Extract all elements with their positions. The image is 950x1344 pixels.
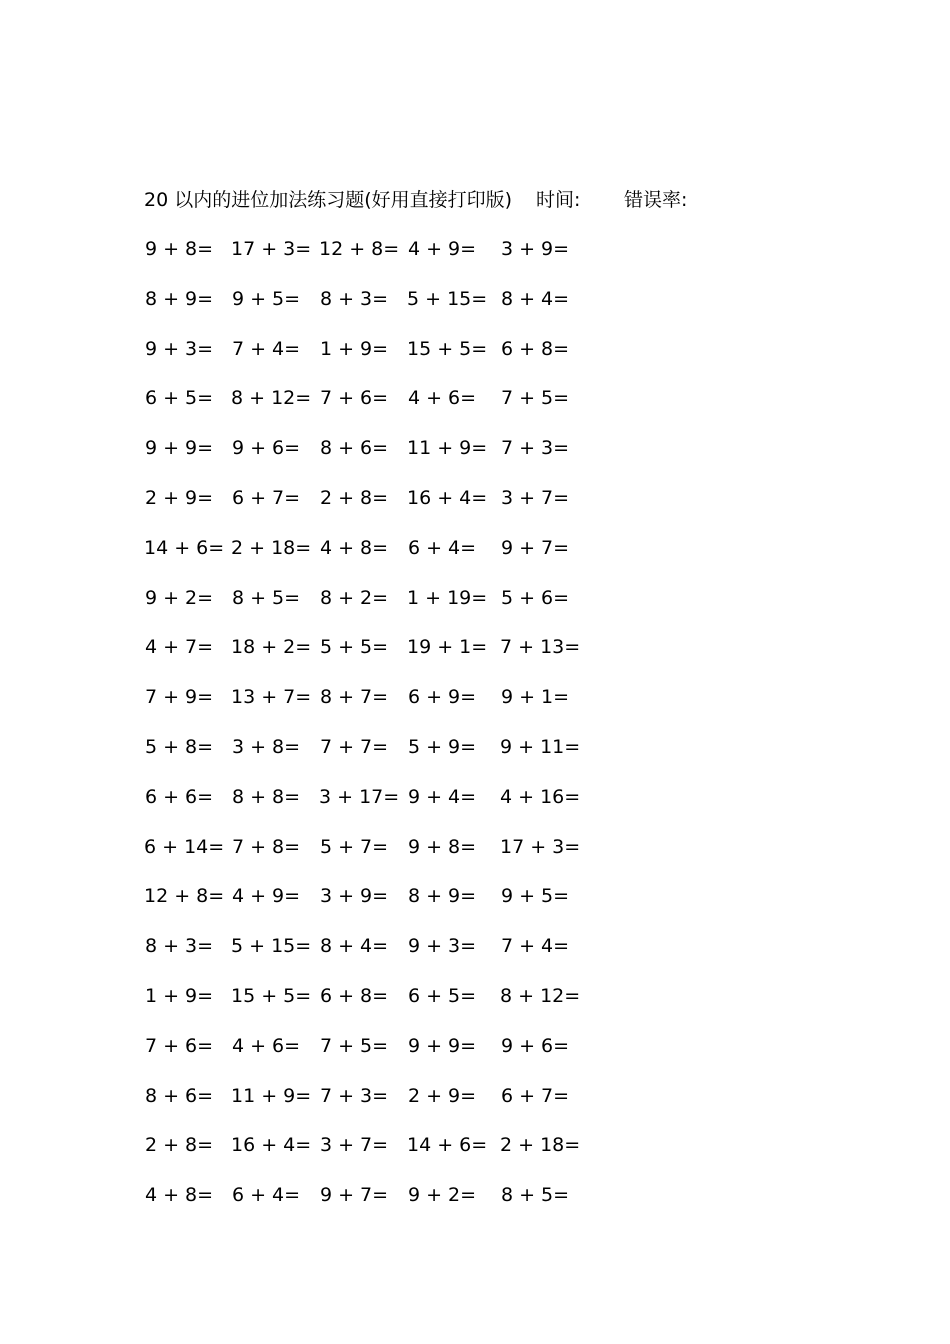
problem-row bbox=[144, 385, 604, 435]
addition-problem: 19 + 1= bbox=[407, 636, 488, 659]
addition-problem: 7 + 4= bbox=[231, 337, 301, 360]
problem-row bbox=[144, 585, 604, 635]
addition-problem: 9 + 6= bbox=[231, 437, 301, 460]
addition-problem: 2 + 18= bbox=[500, 1134, 581, 1157]
addition-problem: 18 + 2= bbox=[231, 636, 312, 659]
addition-problem: 3 + 8= bbox=[231, 735, 301, 758]
addition-problem: 4 + 7= bbox=[144, 636, 214, 659]
problem-row bbox=[144, 1033, 604, 1083]
addition-problem: 8 + 9= bbox=[144, 287, 214, 310]
addition-problem: 4 + 6= bbox=[407, 387, 477, 410]
problem-row bbox=[144, 784, 604, 834]
addition-problem: 5 + 9= bbox=[407, 735, 477, 758]
addition-problem: 11 + 9= bbox=[407, 437, 488, 460]
addition-problem: 1 + 9= bbox=[319, 337, 389, 360]
addition-problem: 8 + 8= bbox=[231, 785, 301, 808]
addition-problem: 6 + 8= bbox=[500, 337, 570, 360]
addition-problem: 15 + 5= bbox=[231, 984, 312, 1007]
problem-grid bbox=[144, 236, 604, 1232]
addition-problem: 6 + 4= bbox=[231, 1184, 301, 1207]
addition-problem: 7 + 5= bbox=[500, 387, 570, 410]
problem-row bbox=[144, 485, 604, 535]
addition-problem: 5 + 15= bbox=[407, 287, 488, 310]
problem-row bbox=[144, 933, 604, 983]
addition-problem: 8 + 3= bbox=[319, 287, 389, 310]
problem-row bbox=[144, 634, 604, 684]
addition-problem: 5 + 6= bbox=[500, 586, 570, 609]
problem-row bbox=[144, 286, 604, 336]
addition-problem: 16 + 4= bbox=[407, 486, 488, 509]
addition-problem: 4 + 16= bbox=[500, 785, 581, 808]
addition-problem: 6 + 4= bbox=[407, 536, 477, 559]
addition-problem: 6 + 14= bbox=[144, 835, 225, 858]
problem-row bbox=[144, 1132, 604, 1182]
addition-problem: 8 + 2= bbox=[319, 586, 389, 609]
addition-problem: 14 + 6= bbox=[407, 1134, 488, 1157]
addition-problem: 7 + 3= bbox=[319, 1084, 389, 1107]
addition-problem: 9 + 9= bbox=[407, 1034, 477, 1057]
problem-row bbox=[144, 834, 604, 884]
problem-row bbox=[144, 734, 604, 784]
addition-problem: 9 + 11= bbox=[500, 735, 581, 758]
addition-problem: 8 + 12= bbox=[500, 984, 581, 1007]
addition-problem: 4 + 8= bbox=[319, 536, 389, 559]
addition-problem: 12 + 8= bbox=[144, 885, 225, 908]
addition-problem: 8 + 6= bbox=[319, 437, 389, 460]
addition-problem: 9 + 9= bbox=[144, 437, 214, 460]
addition-problem: 9 + 1= bbox=[500, 686, 570, 709]
problem-row bbox=[144, 684, 604, 734]
addition-problem: 4 + 8= bbox=[144, 1184, 214, 1207]
addition-problem: 7 + 8= bbox=[231, 835, 301, 858]
addition-problem: 7 + 4= bbox=[500, 935, 570, 958]
addition-problem: 1 + 9= bbox=[144, 984, 214, 1007]
addition-problem: 8 + 6= bbox=[144, 1084, 214, 1107]
addition-problem: 9 + 5= bbox=[500, 885, 570, 908]
addition-problem: 16 + 4= bbox=[231, 1134, 312, 1157]
addition-problem: 3 + 9= bbox=[319, 885, 389, 908]
problem-row bbox=[144, 1083, 604, 1133]
addition-problem: 5 + 8= bbox=[144, 735, 214, 758]
addition-problem: 3 + 7= bbox=[319, 1134, 389, 1157]
worksheet-title: 20 以内的进位加法练习题(好用直接打印版) bbox=[144, 189, 513, 211]
addition-problem: 12 + 8= bbox=[319, 238, 400, 260]
addition-problem: 3 + 17= bbox=[319, 785, 400, 808]
addition-problem: 9 + 3= bbox=[407, 935, 477, 958]
addition-problem: 8 + 12= bbox=[231, 387, 312, 410]
addition-problem: 3 + 7= bbox=[500, 486, 570, 509]
addition-problem: 3 + 9= bbox=[500, 238, 570, 260]
addition-problem: 6 + 5= bbox=[407, 984, 477, 1007]
addition-problem: 9 + 4= bbox=[407, 785, 477, 808]
addition-problem: 4 + 9= bbox=[231, 885, 301, 908]
addition-problem: 8 + 3= bbox=[144, 935, 214, 958]
error-rate-label: 错误率: bbox=[624, 189, 688, 211]
addition-problem: 9 + 2= bbox=[144, 586, 214, 609]
addition-problem: 8 + 5= bbox=[500, 1184, 570, 1207]
addition-problem: 8 + 9= bbox=[407, 885, 477, 908]
addition-problem: 7 + 3= bbox=[500, 437, 570, 460]
addition-problem: 6 + 5= bbox=[144, 387, 214, 410]
addition-problem: 7 + 13= bbox=[500, 636, 581, 659]
addition-problem: 9 + 6= bbox=[500, 1034, 570, 1057]
addition-problem: 15 + 5= bbox=[407, 337, 488, 360]
addition-problem: 8 + 5= bbox=[231, 586, 301, 609]
addition-problem: 9 + 5= bbox=[231, 287, 301, 310]
addition-problem: 7 + 9= bbox=[144, 686, 214, 709]
addition-problem: 4 + 9= bbox=[407, 238, 477, 260]
addition-problem: 17 + 3= bbox=[500, 835, 581, 858]
problem-row bbox=[144, 883, 604, 933]
addition-problem: 9 + 7= bbox=[500, 536, 570, 559]
addition-problem: 2 + 9= bbox=[144, 486, 214, 509]
addition-problem: 6 + 6= bbox=[144, 785, 214, 808]
addition-problem: 7 + 7= bbox=[319, 735, 389, 758]
problem-row bbox=[144, 435, 604, 485]
addition-problem: 5 + 5= bbox=[319, 636, 389, 659]
problem-row bbox=[144, 336, 604, 386]
time-label: 时间: bbox=[536, 189, 581, 211]
addition-problem: 4 + 6= bbox=[231, 1034, 301, 1057]
addition-problem: 8 + 4= bbox=[500, 287, 570, 310]
problem-row bbox=[144, 236, 604, 286]
problem-row bbox=[144, 1182, 604, 1232]
addition-problem: 6 + 8= bbox=[319, 984, 389, 1007]
addition-problem: 5 + 7= bbox=[319, 835, 389, 858]
addition-problem: 11 + 9= bbox=[231, 1084, 312, 1107]
addition-problem: 7 + 6= bbox=[319, 387, 389, 410]
addition-problem: 9 + 3= bbox=[144, 337, 214, 360]
addition-problem: 2 + 18= bbox=[231, 536, 312, 559]
addition-problem: 6 + 7= bbox=[500, 1084, 570, 1107]
addition-problem: 6 + 9= bbox=[407, 686, 477, 709]
addition-problem: 7 + 6= bbox=[144, 1034, 214, 1057]
addition-problem: 5 + 15= bbox=[231, 935, 312, 958]
problem-row bbox=[144, 983, 604, 1033]
problem-row bbox=[144, 535, 604, 585]
addition-problem: 9 + 8= bbox=[144, 238, 214, 260]
addition-problem: 14 + 6= bbox=[144, 536, 225, 559]
addition-problem: 2 + 9= bbox=[407, 1084, 477, 1107]
addition-problem: 6 + 7= bbox=[231, 486, 301, 509]
addition-problem: 13 + 7= bbox=[231, 686, 312, 709]
addition-problem: 8 + 7= bbox=[319, 686, 389, 709]
addition-problem: 9 + 2= bbox=[407, 1184, 477, 1207]
addition-problem: 2 + 8= bbox=[144, 1134, 214, 1157]
addition-problem: 17 + 3= bbox=[231, 238, 312, 260]
addition-problem: 9 + 7= bbox=[319, 1184, 389, 1207]
addition-problem: 7 + 5= bbox=[319, 1034, 389, 1057]
addition-problem: 9 + 8= bbox=[407, 835, 477, 858]
addition-problem: 2 + 8= bbox=[319, 486, 389, 509]
addition-problem: 1 + 19= bbox=[407, 586, 488, 609]
addition-problem: 8 + 4= bbox=[319, 935, 389, 958]
